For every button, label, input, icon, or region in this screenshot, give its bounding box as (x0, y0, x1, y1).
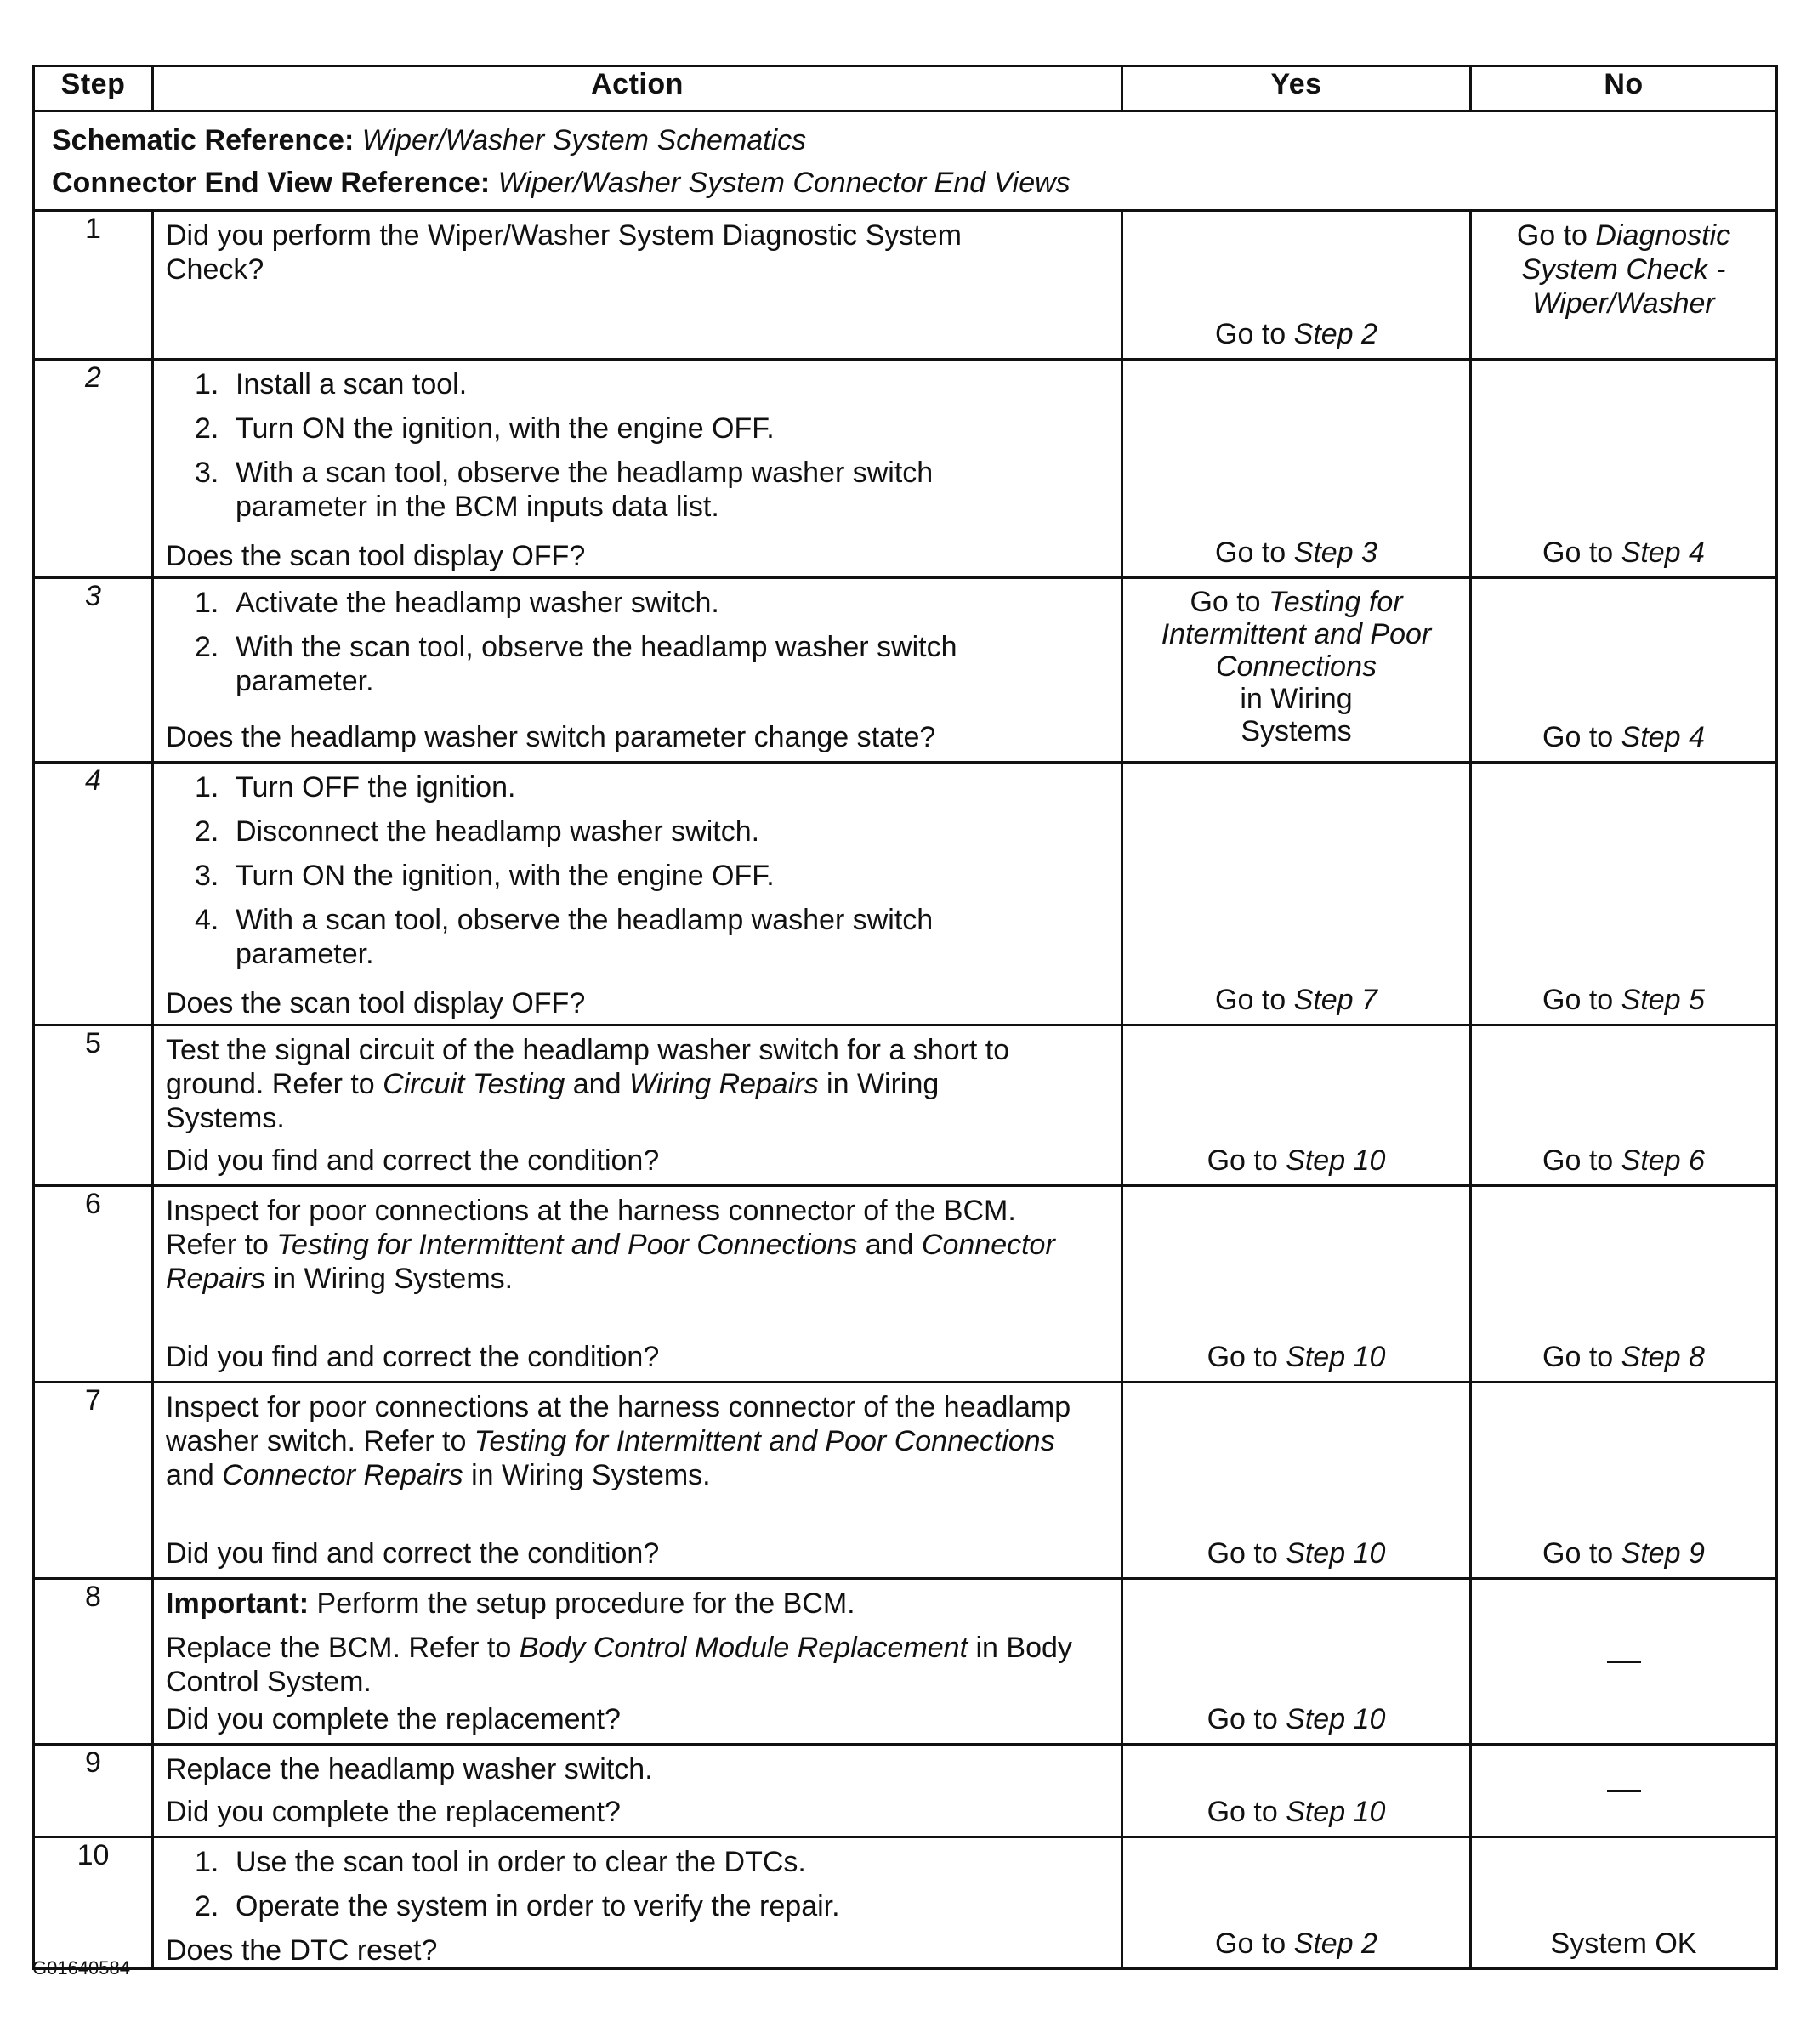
list-item: 1. Use the scan tool in order to clear the DTCs. (195, 1846, 806, 1878)
schematic-reference (52, 119, 1758, 162)
testing-intermittent-link[interactable]: Testing for Intermittent and Poor Connections (276, 1229, 858, 1261)
no-link[interactable]: Step 4 (1621, 721, 1705, 753)
action-question: Does the headlamp washer switch parameter change state? (166, 721, 936, 753)
action-text: Inspect for poor connections at the harness connector of the headlamp washer switch. Refer to Testing for Intermittent and Poor Connections and Connector Repairs in Wiring Systems. (166, 1391, 1071, 1491)
no-cell: Go to Step 5 (1471, 763, 1777, 1025)
yes-link[interactable]: Step 7 (1293, 984, 1377, 1016)
testing-intermittent-link[interactable]: Testing for Intermittent and Poor Connections (474, 1425, 1055, 1457)
step-number: 6 (34, 1186, 153, 1383)
table-row-step-7 (34, 1383, 1777, 1579)
yes-cell: Go to Testing for Intermittent and Poor Connections in Wiring Systems (1122, 578, 1471, 763)
yes-link[interactable]: Step 10 (1286, 1144, 1386, 1177)
no-link[interactable]: Step 8 (1621, 1341, 1705, 1373)
action-cell (153, 578, 1122, 763)
no-cell (1471, 1837, 1777, 1969)
action-text: Inspect for poor connections at the harness connector of the BCM. Refer to Testing for Intermittent and Poor Connections and Connector Repairs in Wiring Systems. (166, 1195, 1055, 1295)
references-cell (34, 111, 1777, 211)
step-number: 2 (34, 360, 153, 578)
important-note: Important: Perform the setup procedure for the BCM. (166, 1587, 855, 1620)
schematic-reference-link[interactable]: Wiper/Washer System Schematics (361, 124, 807, 156)
no-link[interactable]: Step 5 (1621, 984, 1705, 1016)
step-number: 10 (34, 1837, 153, 1969)
action-text: Did you perform the Wiper/Washer System Diagnostic System Check? (166, 219, 962, 286)
list-item: 3. Turn ON the ignition, with the engine OFF. (195, 860, 775, 892)
important-label: Important: (166, 1587, 310, 1620)
action-cell (153, 1383, 1122, 1579)
table-row-step-10 (34, 1837, 1777, 1969)
yes-cell: Go to Step 10 (1122, 1745, 1471, 1837)
action-question: Did you find and correct the condition? (166, 1341, 660, 1373)
table-row-step-3 (34, 578, 1777, 763)
not-applicable-dash (1607, 1661, 1641, 1663)
action-cell (153, 1837, 1122, 1969)
connector-repairs-link[interactable]: Connector Repairs (222, 1459, 463, 1491)
references-row (34, 111, 1777, 211)
action-question: Did you find and correct the condition? (166, 1144, 660, 1177)
action-text: Replace the headlamp washer switch. (166, 1753, 653, 1786)
yes-link[interactable]: Testing for Intermittent and Poor Connections (1161, 586, 1432, 683)
yes-cell: Go to Step 3 (1122, 360, 1471, 578)
action-cell (153, 1186, 1122, 1383)
not-applicable-dash (1607, 1790, 1641, 1792)
yes-link[interactable]: Step 2 (1293, 318, 1377, 350)
yes-cell: Go to Step 2 (1122, 211, 1471, 360)
no-cell (1471, 1745, 1777, 1837)
step-number: 3 (34, 578, 153, 763)
diagnostic-table-sheet (32, 65, 1775, 1970)
step-number: 9 (34, 1745, 153, 1837)
list-item: 1. Activate the headlamp washer switch. (195, 587, 719, 619)
action-cell (153, 1745, 1122, 1837)
no-link[interactable]: Step 6 (1621, 1144, 1705, 1177)
action-question: Did you find and correct the condition? (166, 1537, 660, 1570)
yes-link[interactable]: Step 10 (1286, 1703, 1386, 1735)
step-number: 1 (34, 211, 153, 360)
yes-cell: Go to Step 2 (1122, 1837, 1471, 1969)
header-step: Step (34, 66, 153, 111)
table-row-step-5 (34, 1025, 1777, 1186)
step-number: 4 (34, 763, 153, 1025)
action-steps-list (166, 367, 1109, 524)
list-item: 1. Install a scan tool. (195, 368, 468, 400)
table-row-step-2 (34, 360, 1777, 578)
list-item: 2. Turn ON the ignition, with the engine OFF. (195, 412, 775, 445)
action-question: Does the DTC reset? (166, 1934, 438, 1967)
action-text: Test the signal circuit of the headlamp washer switch for a short to ground. Refer to Circuit Testing and Wiring Repairs in Wiring Systems. (166, 1034, 1010, 1134)
no-link[interactable]: Step 9 (1621, 1537, 1705, 1570)
yes-link[interactable]: Step 10 (1286, 1796, 1386, 1828)
circuit-testing-link[interactable]: Circuit Testing (383, 1068, 565, 1100)
no-cell: Go to Diagnostic System Check - Wiper/Washer (1471, 211, 1777, 360)
table-row-step-1 (34, 211, 1777, 360)
connector-reference-label: Connector End View Reference: (52, 167, 491, 199)
action-question: Did you complete the replacement? (166, 1796, 621, 1828)
action-question: Does the scan tool display OFF? (166, 987, 586, 1019)
no-cell: Go to Step 4 (1471, 360, 1777, 578)
list-item: 2. With the scan tool, observe the headlamp washer switch parameter. (195, 631, 957, 697)
table-row-step-6 (34, 1186, 1777, 1383)
table-header-row (34, 66, 1777, 111)
no-cell: Go to Step 8 (1471, 1186, 1777, 1383)
yes-link[interactable]: Step 10 (1286, 1341, 1386, 1373)
no-link[interactable]: Diagnostic System Check - Wiper/Washer (1521, 219, 1731, 320)
figure-code: G01640584 (32, 1957, 130, 1979)
no-link[interactable]: Step 4 (1621, 537, 1705, 569)
list-item: 2. Operate the system in order to verify the repair. (195, 1890, 840, 1922)
action-cell (153, 1025, 1122, 1186)
yes-cell: Go to Step 7 (1122, 763, 1471, 1025)
action-question: Does the scan tool display OFF? (166, 540, 586, 572)
connector-repairs-link[interactable]: Connector Repairs (166, 1229, 1055, 1295)
no-cell (1471, 1579, 1777, 1745)
table-row-step-8 (34, 1579, 1777, 1745)
action-steps-list (166, 1845, 1109, 1923)
connector-reference-link[interactable]: Wiper/Washer System Connector End Views (497, 167, 1071, 199)
no-cell: Go to Step 9 (1471, 1383, 1777, 1579)
table-row-step-4 (34, 763, 1777, 1025)
header-yes: Yes (1122, 66, 1471, 111)
list-item: 3. With a scan tool, observe the headlamp washer switch parameter in the BCM inputs data list. (195, 457, 934, 523)
action-cell (153, 763, 1122, 1025)
yes-link[interactable]: Step 10 (1286, 1537, 1386, 1570)
list-item: 2. Disconnect the headlamp washer switch. (195, 815, 760, 848)
action-text: Replace the BCM. Refer to Body Control Module Replacement in Body Control System. (166, 1632, 1072, 1698)
schematic-reference-label: Schematic Reference: (52, 124, 355, 156)
yes-cell: Go to Step 10 (1122, 1025, 1471, 1186)
diagnostic-table (32, 65, 1778, 1970)
action-steps-list (166, 770, 1109, 971)
bcm-replacement-link[interactable]: Body Control Module Replacement (519, 1632, 968, 1664)
action-cell (153, 211, 1122, 360)
step-number: 5 (34, 1025, 153, 1186)
table-row-step-9 (34, 1745, 1777, 1837)
header-no: No (1471, 66, 1777, 111)
system-ok-text: System OK (1550, 1928, 1697, 1960)
action-steps-list (166, 586, 1109, 698)
no-cell: Go to Step 4 (1471, 578, 1777, 763)
action-question: Did you complete the replacement? (166, 1703, 621, 1735)
header-action: Action (153, 66, 1122, 111)
action-cell (153, 1579, 1122, 1745)
yes-cell: Go to Step 10 (1122, 1383, 1471, 1579)
step-number: 8 (34, 1579, 153, 1745)
yes-cell: Go to Step 10 (1122, 1579, 1471, 1745)
action-cell (153, 360, 1122, 578)
list-item: 4. With a scan tool, observe the headlamp washer switch parameter. (195, 904, 934, 970)
no-cell: Go to Step 6 (1471, 1025, 1777, 1186)
step-number: 7 (34, 1383, 153, 1579)
list-item: 1. Turn OFF the ignition. (195, 771, 516, 803)
connector-reference (52, 162, 1758, 204)
yes-link[interactable]: Step 3 (1293, 537, 1377, 569)
wiring-repairs-link[interactable]: Wiring Repairs (628, 1068, 819, 1100)
yes-cell: Go to Step 10 (1122, 1186, 1471, 1383)
yes-link[interactable]: Step 2 (1293, 1928, 1377, 1960)
